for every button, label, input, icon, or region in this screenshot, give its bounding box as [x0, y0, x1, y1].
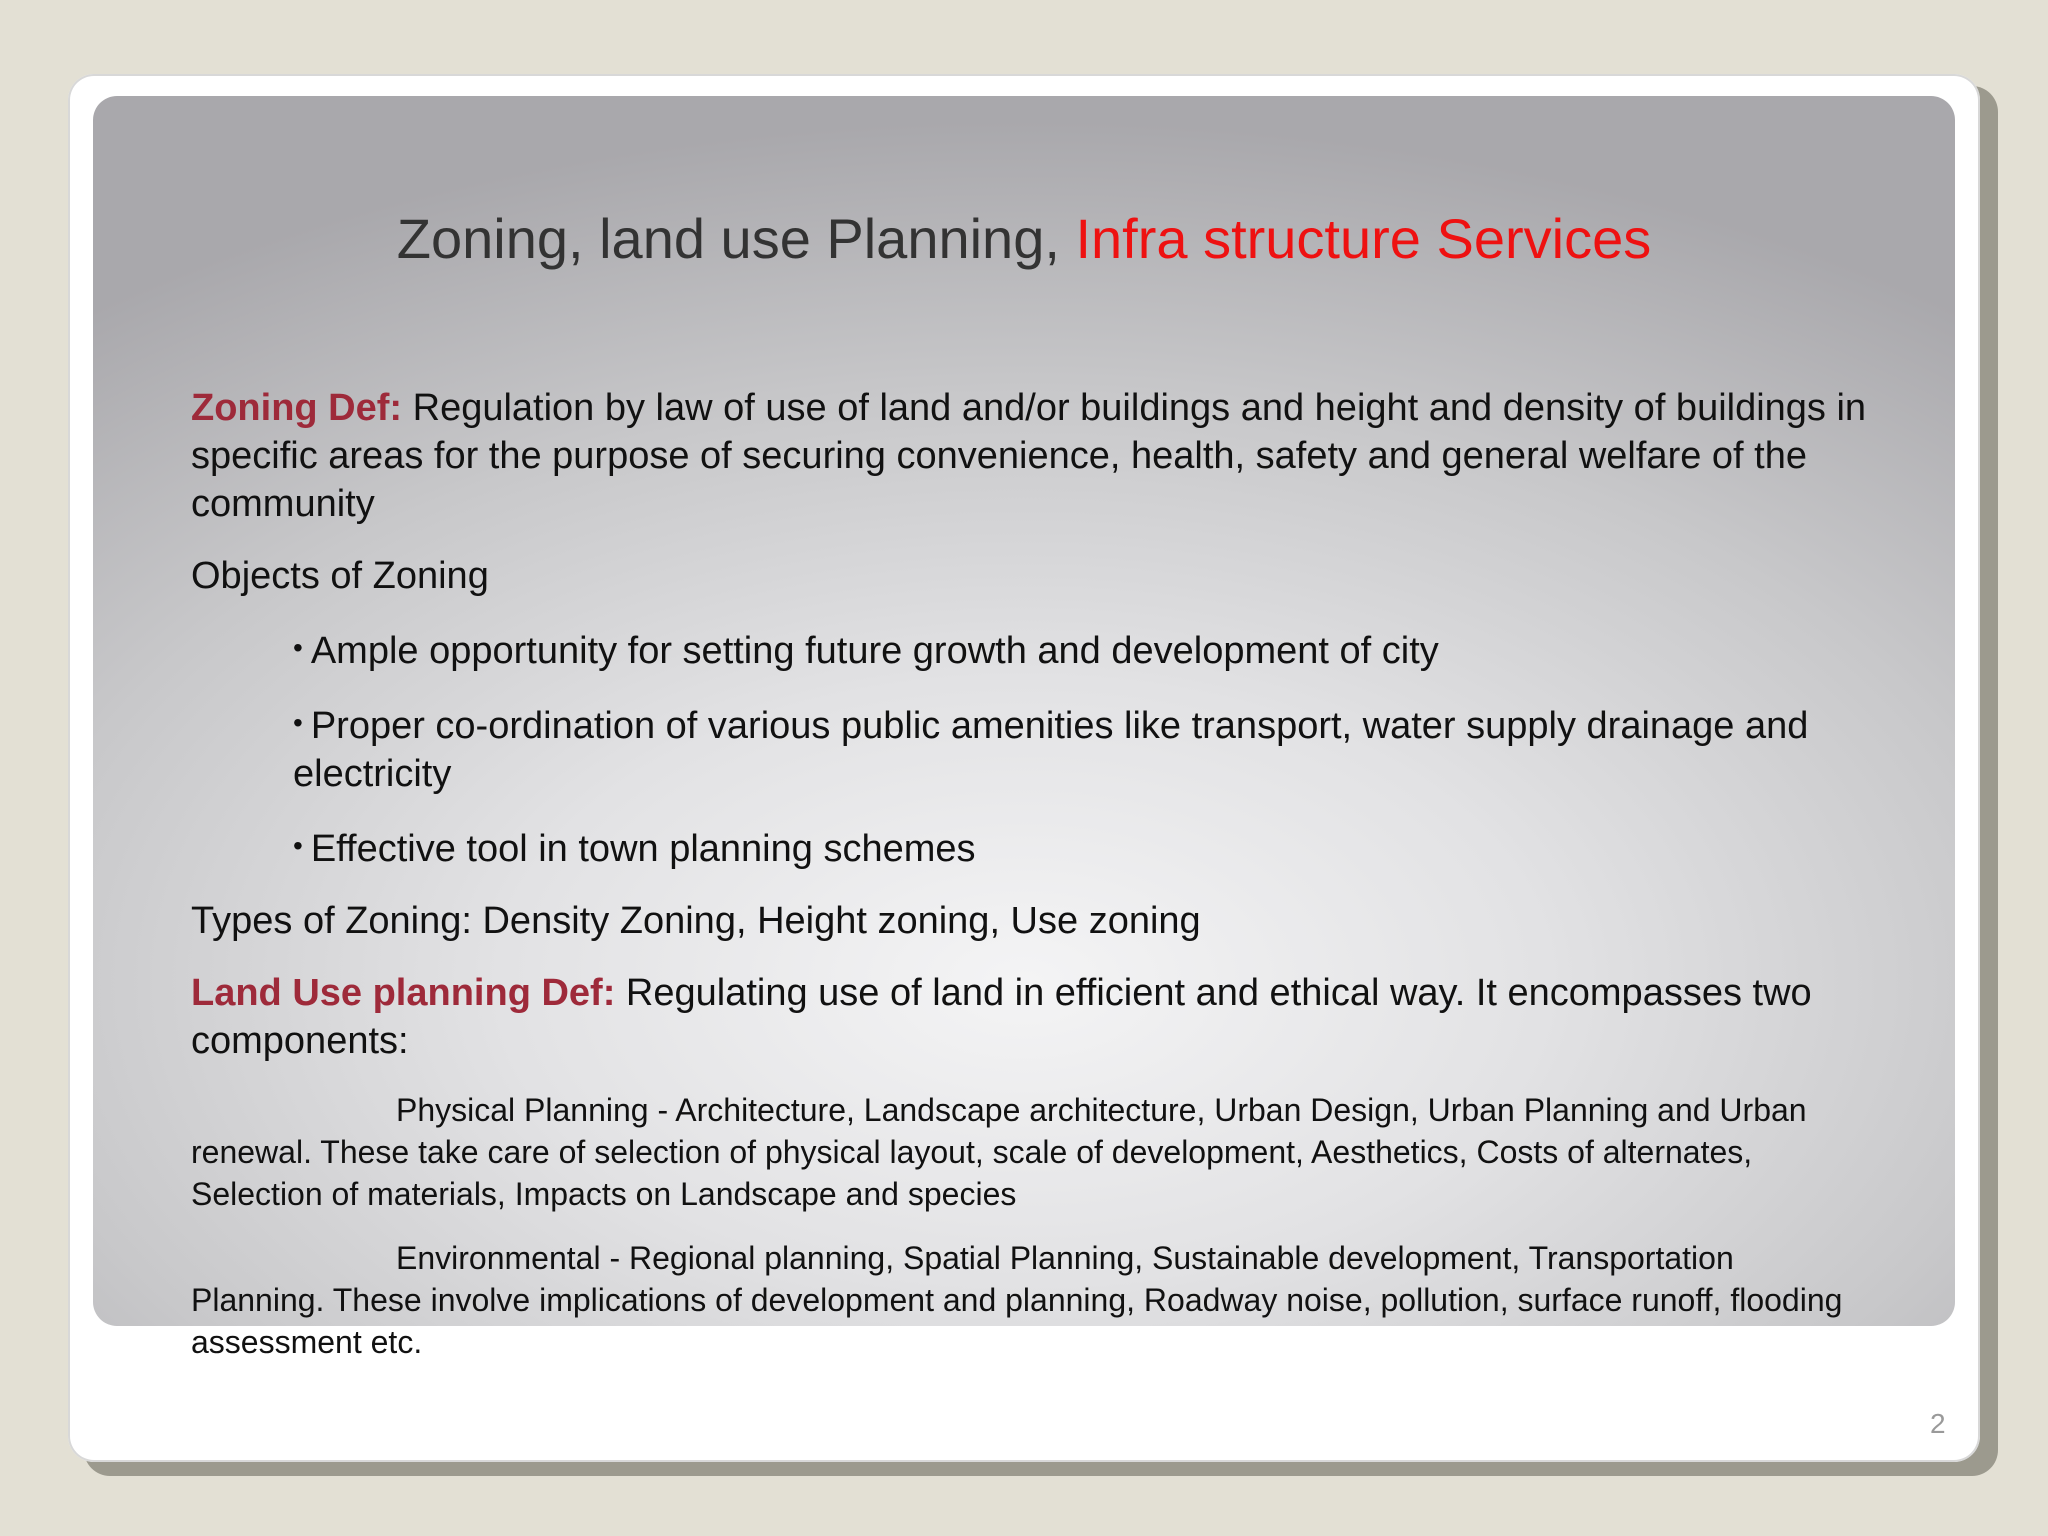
bullet-dot-icon: •: [293, 830, 303, 861]
objects-bullet-3: [191, 822, 1871, 873]
bullet-text: Proper co-ordination of various public amenities like transport, water supply drainage and electricity: [293, 705, 1809, 795]
slide-title: [93, 206, 1955, 271]
zoning-def-text: Regulation by law of use of land and/or buildings and height and density of buildings in specific areas for the purpose of securing convenience, health, safety and general welfare of the community: [191, 387, 1867, 525]
land-use-definition: [191, 969, 1871, 1065]
environmental-planning-text: Environmental - Regional planning, Spatial Planning, Sustainable development, Transportation Planning. These involve implications of development and planning, Roadway noise, pollution, surface runoff, flooding assessment etc.: [191, 1240, 1843, 1360]
slide-content: [191, 384, 1871, 1385]
title-main: Zoning, land use Planning,: [396, 207, 1076, 270]
zoning-definition: [191, 384, 1871, 528]
land-use-def-text: Regulating use of land in efficient and ethical way. It encompasses two components:: [191, 972, 1812, 1062]
bullet-text: Effective tool in town planning schemes: [310, 828, 976, 870]
objects-bullet-1: [191, 624, 1871, 675]
zoning-def-label: Zoning Def:: [191, 387, 403, 429]
zoning-types: Types of Zoning: Density Zoning, Height zoning, Use zoning: [191, 900, 1201, 942]
land-use-def-label: Land Use planning Def:: [191, 972, 616, 1014]
physical-planning: [191, 1089, 1871, 1215]
title-accent: Infra structure Services: [1075, 207, 1652, 270]
page-number: 2: [1930, 1408, 1946, 1439]
bullet-dot-icon: •: [293, 707, 303, 738]
environmental-planning: [191, 1237, 1871, 1363]
physical-planning-text: Physical Planning - Architecture, Landscape architecture, Urban Design, Urban Planning and Urban renewal. These take care of selection of physical layout, scale of development, Aesthetics, Costs of alternates, Selection of materials, Impacts on Landscape and species: [191, 1092, 1807, 1212]
bullet-text: Ample opportunity for setting future growth and development of city: [310, 630, 1439, 672]
objects-bullet-2: [191, 699, 1871, 798]
objects-heading: Objects of Zoning: [191, 555, 489, 597]
bullet-dot-icon: •: [293, 632, 303, 663]
